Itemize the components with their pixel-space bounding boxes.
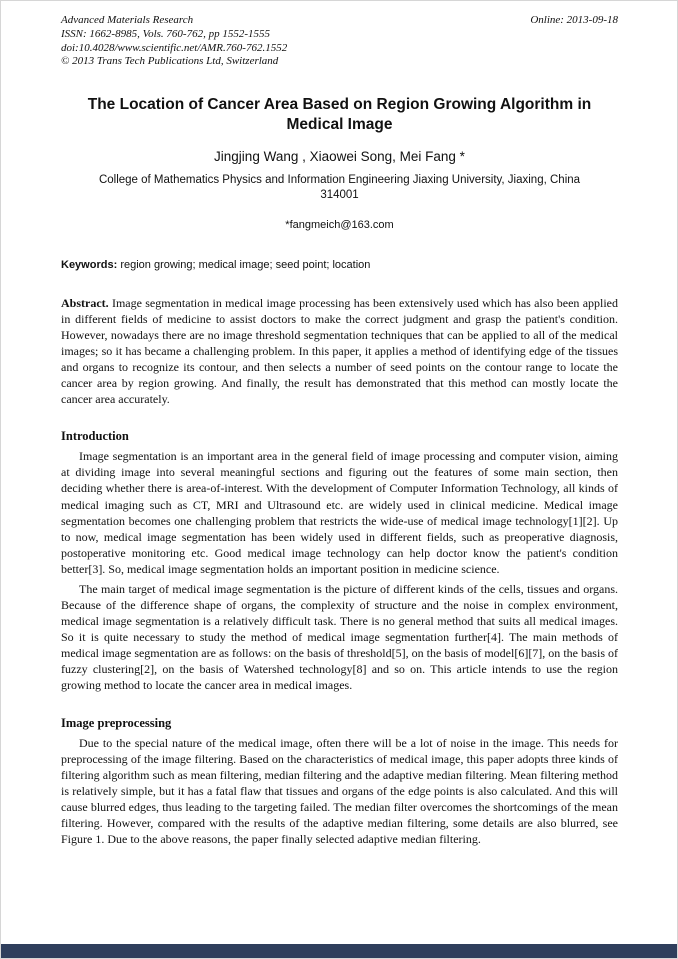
issn-line: ISSN: 1662-8985, Vols. 760-762, pp 1552-1555 [61, 27, 270, 40]
authors-line: Jingjing Wang , Xiaowei Song, Mei Fang * [214, 148, 465, 164]
paragraph: Image segmentation is an important area in the general field of image processing and computer vision, aiming at dividing image into several meaningful sections and figuring out the features of some main section, then deciding whether there is area-of-interest. With the development of Computer Information Technology, all kinds of medical imaging such as CT, MRI and Ultrasound etc. are widely used in clinical medicine. Medical image segmentation becomes one challenging problem that restricts the wide-use of medical image technology[1][2]. Up to now, medical image segmentation has been widely used in different fields, such as preoperative diagnosis, postoperative monitoring etc. Good medical image technology can help doctor know the patient's condition better[3]. So, medical image segmentation holds an important position in medicine science. [61, 449, 618, 576]
paragraph: The main target of medical image segmentation is the picture of different kinds of the cells, tissues and organs. Because of the difference shape of organs, the complexity of structure and the noise in complex environment, medical image segmentation is a relatively difficult task. There is no general method that suits all medical images. So it is quite necessary to study the method of medical image segmentation further[4]. The main methods of medical image segmentation are as follows: on the basis of threshold[5], on the basis of model[6][7], on the basis of fuzzy clustering[2], on the basis of Watershed technology[8] and so on. This article intends to use the region growing method to locate the cancer area in medical images. [61, 581, 618, 693]
keywords-label: Keywords: [61, 258, 118, 271]
abstract-paragraph [61, 295, 618, 408]
abstract-label: Abstract. [61, 295, 109, 310]
section-heading-introduction: Introduction [61, 429, 129, 444]
journal-name: Advanced Materials Research [61, 14, 194, 26]
page-content [1, 1, 677, 847]
corresponding-email: *fangmeich@163.com [285, 218, 394, 231]
affiliation [61, 173, 618, 203]
viewer-bottom-bar [1, 944, 677, 958]
journal-header [61, 14, 618, 69]
paragraph: Due to the special nature of the medical image, often there will be a lot of noise in the image. This needs for preprocessing of the image filtering. Based on the characteristics of medical image, this paper adopts three kinds of filtering algorithm such as mean filtering, median filtering and the adaptive median filtering. Mean filtering method is relatively simple, but it has a fatal flaw that tissues and organs of the edge points is also calculated. And this will cause blurred edges, thus leading to the targeting failed. The median filter overcomes the shortcomings of the mean filtering. However, compared with the results of the adaptive median filtering, some details are also blurred, see Figure 1. Due to the above reasons, the paper finally selected adaptive median filtering. [61, 735, 618, 846]
keywords-line [61, 259, 618, 271]
keywords-text: region growing; medical image; seed point; location [120, 258, 371, 271]
online-date: Online: 2013-09-18 [530, 14, 618, 26]
section-heading-image-preprocessing: Image preprocessing [61, 715, 172, 730]
copyright-line: © 2013 Trans Tech Publications Ltd, Switzerland [61, 55, 279, 68]
paper-title: The Location of Cancer Area Based on Region Growing Algorithm in Medical Image [87, 96, 592, 134]
affiliation-line1: College of Mathematics Physics and Information Engineering Jiaxing University, Jiaxing, China [98, 173, 581, 186]
journal-info-block [61, 14, 287, 69]
affiliation-line2: 314001 [320, 188, 359, 201]
doi-line: doi:10.4028/www.scientific.net/AMR.760-762.1552 [61, 41, 288, 54]
abstract-text: Image segmentation in medical image processing has been extensively used which has also been applied in different fields of medicine to assist doctors to make the correct judgment and grasp the patient's condition. However, nowadays there are no image threshold segmentation techniques that can be applied to all of the medical images; so it has became a challenging problem. In this paper, it applies a method of identifying edge of the tissues and organs to recognize its contour, and then selects a number of seed points on the contour range to locate the cancer area by region growing. And finally, the result has demonstrated that this method can mostly locate the cancer area accurately. [61, 295, 619, 407]
